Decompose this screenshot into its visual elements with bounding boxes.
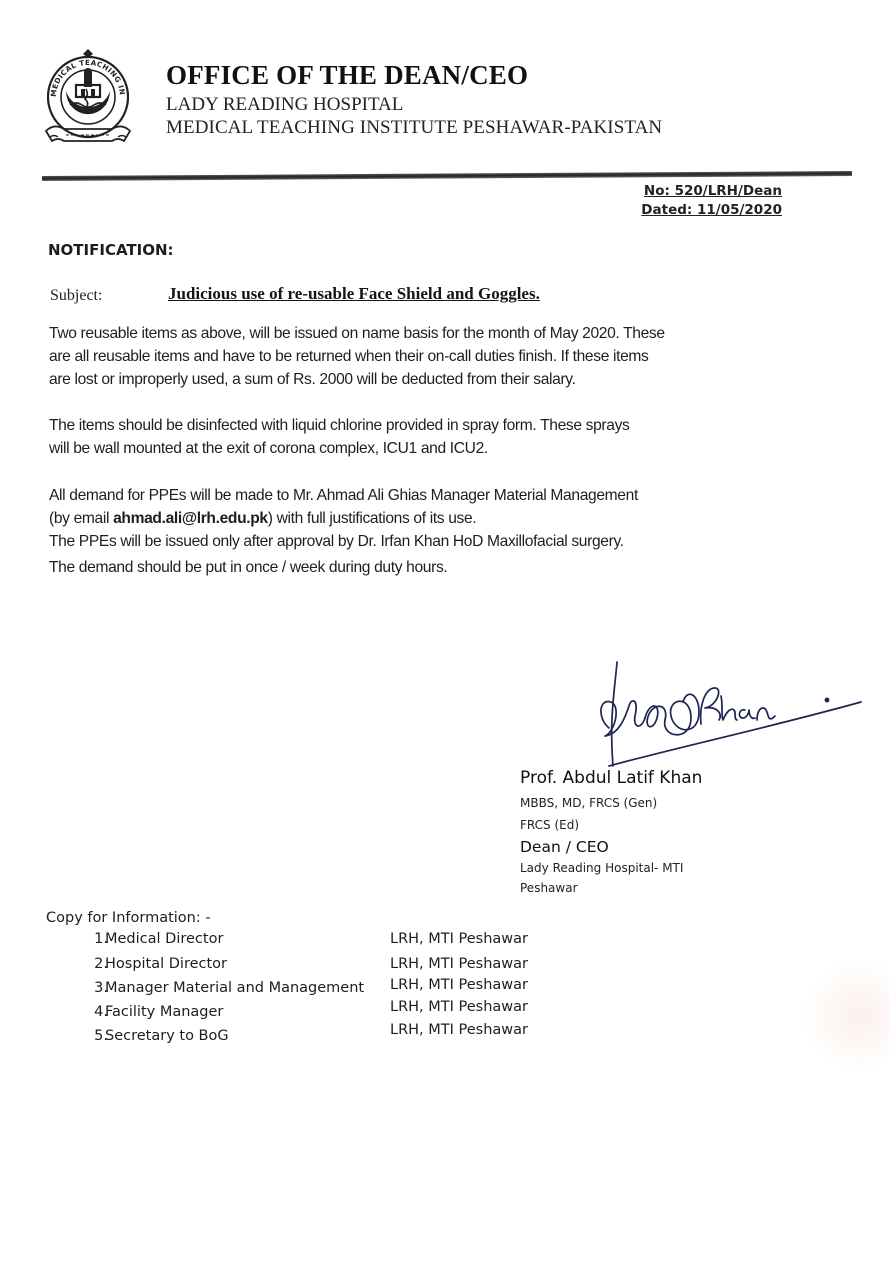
institute-name: MEDICAL TEACHING INSTITUTE PESHAWAR-PAKISTAN [166,117,663,138]
paragraph-line-email [49,507,839,530]
reference-number: No: 520/LRH/Dean [643,183,782,199]
signature-icon [595,658,865,768]
list-item-role: Hospital Director [105,956,228,972]
list-item-location: LRH, MTI Peshawar [390,977,529,993]
list-item-number: 3. [94,980,108,996]
list-item-role: Secretary to BoG [105,1028,229,1044]
subject-text: Judicious use of re-usable Face Shield and Goggles. [168,284,540,303]
paragraph-line: will be wall mounted at the exit of corona complex, ICU1 and ICU2. [49,440,488,457]
signatory-organization: Lady Reading Hospital- MTI [520,861,684,875]
signatory-city: Peshawar [520,881,578,895]
list-item-role: Medical Director [105,931,224,947]
signatory-name: Prof. Abdul Latif Khan [520,768,703,788]
list-item-number: 1. [94,931,108,947]
copy-for-information-heading: Copy for Information: - [46,910,211,926]
office-title: OFFICE OF THE DEAN/CEO [166,60,529,90]
email-suffix: ) with full justifications of its use. [267,510,477,527]
paragraph-line: All demand for PPEs will be made to Mr. Ahmad Ali Ghias Manager Material Management [49,487,638,504]
list-item-number: 2. [94,956,108,972]
paragraph-line: The PPEs will be issued only after approval by Dr. Irfan Khan HoD Maxillofacial surgery. [49,533,624,550]
list-item-number: 4. [94,1004,108,1020]
paragraph-line: The items should be disinfected with liquid chlorine provided in spray form. These sprays [49,417,630,434]
header-divider [42,171,852,181]
logo-seal-icon [38,45,138,150]
paragraph-line: Two reusable items as above, will be issued on name basis for the month of May 2020. These [49,325,665,342]
svg-text:MEDICAL TEACHING INSTITUTE: MEDICAL TEACHING IN [48,57,128,98]
paragraph-ppe-demand [49,484,839,579]
list-item-location: LRH, MTI Peshawar [390,956,529,972]
signatory-qualifications-secondary: FRCS (Ed) [520,818,580,832]
list-item-location: LRH, MTI Peshawar [390,931,529,947]
paragraph-disinfection [49,414,839,460]
paragraph-line: are lost or improperly used, a sum of Rs. 2000 will be deducted from their salary. [49,371,576,388]
list-item-role: Facility Manager [105,1004,224,1020]
subject-label: Subject: [50,287,103,304]
paragraph-line: The demand should be put in once / week during duty hours. [49,559,448,576]
signatory-qualifications: MBBS, MD, FRCS (Gen) [520,796,658,810]
paper-stain [799,960,889,1070]
institute-logo [38,45,138,150]
list-item-location: LRH, MTI Peshawar [390,999,529,1015]
paragraph-line: are all reusable items and have to be returned when their on-call duties finish. If these items [49,348,649,365]
email-prefix: (by email [49,510,114,527]
list-item-location: LRH, MTI Peshawar [390,1022,529,1038]
reference-date: Dated: 11/05/2020 [641,202,782,218]
notification-heading: NOTIFICATION: [48,241,174,259]
list-item-number: 5. [94,1028,108,1044]
signatory-title: Dean / CEO [520,838,609,856]
paragraph-issuance [49,322,839,391]
email-link[interactable]: ahmad.ali@lrh.edu.pk [113,510,268,527]
list-item-role: Manager Material and Management [105,980,365,996]
hospital-name: LADY READING HOSPITAL [166,94,404,115]
handwritten-signature [595,658,865,768]
